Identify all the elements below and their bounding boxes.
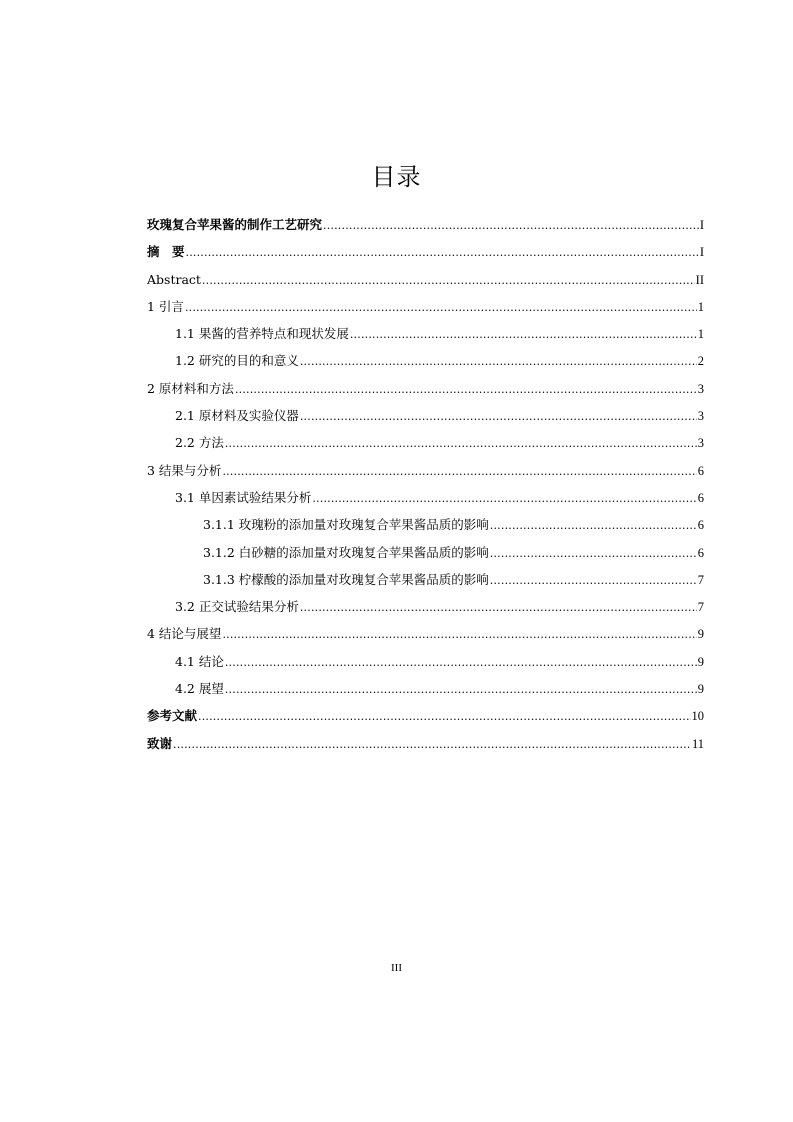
toc-dot-leader xyxy=(235,376,697,402)
toc-entry-label: 3 结果与分析 xyxy=(147,462,222,478)
toc-entry[interactable] xyxy=(147,347,704,374)
toc-entry-label: Abstract xyxy=(147,271,201,287)
toc-entry-label: 1.2 研究的目的和意义 xyxy=(175,353,299,369)
toc-entry-page: 3 xyxy=(697,409,704,424)
toc-entry-label: 玫瑰复合苹果酱的制作工艺研究 xyxy=(147,217,323,232)
toc-entry-page: 3 xyxy=(697,436,704,451)
toc-entry-page: 9 xyxy=(697,654,704,669)
toc-entry-label: 3.2 正交试验结果分析 xyxy=(175,599,299,615)
toc-entry-page: 6 xyxy=(697,490,704,505)
toc-dot-leader xyxy=(202,267,695,293)
toc-entry-page: I xyxy=(699,218,704,232)
toc-dot-leader xyxy=(173,731,691,757)
toc-dot-leader xyxy=(323,212,699,238)
toc-entry-page: 7 xyxy=(697,600,704,615)
toc-entry-label: 摘 要 xyxy=(147,244,185,260)
toc-entry[interactable] xyxy=(147,211,704,238)
toc-entry[interactable] xyxy=(147,402,704,429)
toc-dot-leader xyxy=(350,321,697,347)
toc-entry[interactable] xyxy=(147,675,704,702)
toc-dot-leader xyxy=(198,703,690,729)
toc-entry-label: 2.2 方法 xyxy=(175,435,224,451)
toc-entry-label: 3.1 单因素试验结果分析 xyxy=(175,489,312,505)
toc-entry[interactable] xyxy=(147,457,704,484)
toc-entry[interactable] xyxy=(147,266,704,293)
toc-dot-leader xyxy=(186,239,699,265)
toc-dot-leader xyxy=(222,621,696,647)
toc-entry-label: 1.1 果酱的营养特点和现状发展 xyxy=(175,326,349,342)
toc-entry-page: 10 xyxy=(691,709,704,724)
page-number: III xyxy=(391,962,402,974)
toc-entry[interactable] xyxy=(147,375,704,402)
toc-entry-label: 1 引言 xyxy=(147,298,184,314)
toc-entry-label: 3.1.1 玫瑰粉的添加量对玫瑰复合苹果酱品质的影响 xyxy=(203,517,489,533)
toc-entry-page: 1 xyxy=(697,327,704,342)
toc-entry-page: 6 xyxy=(697,545,704,560)
toc-entry-label: 3.1.3 柠檬酸的添加量对玫瑰复合苹果酱品质的影响 xyxy=(203,571,489,587)
toc-entry[interactable] xyxy=(147,648,704,675)
toc-entry[interactable] xyxy=(147,293,704,320)
toc-dot-leader xyxy=(490,540,697,566)
toc-dot-leader xyxy=(225,430,697,456)
toc-entry-label: 3.1.2 白砂糖的添加量对玫瑰复合苹果酱品质的影响 xyxy=(203,544,489,560)
toc-entry-label: 4 结论与展望 xyxy=(147,626,222,642)
toc-entry[interactable] xyxy=(147,620,704,647)
toc-entry[interactable] xyxy=(147,593,704,620)
toc-entry-label: 参考文献 xyxy=(147,708,198,724)
toc-entry-page: 1 xyxy=(697,299,704,314)
toc-entry-page: II xyxy=(695,272,704,287)
toc-dot-leader xyxy=(490,512,697,538)
toc-entry[interactable] xyxy=(147,320,704,347)
toc-entry-label: 2.1 原材料及实验仪器 xyxy=(175,408,299,424)
toc-entry-page: 11 xyxy=(691,736,704,751)
toc-entry-page: 9 xyxy=(697,682,704,697)
toc-dot-leader xyxy=(312,485,696,511)
toc-entry-label: 4.1 结论 xyxy=(175,653,224,669)
toc-entry[interactable] xyxy=(147,539,704,566)
toc-entry-page: 2 xyxy=(697,354,704,369)
toc-dot-leader xyxy=(225,676,697,702)
toc-dot-leader xyxy=(300,348,697,374)
toc-dot-leader xyxy=(222,458,696,484)
toc-entry-page: 3 xyxy=(697,381,704,396)
toc-entry-label: 4.2 展望 xyxy=(175,681,224,697)
toc-entry[interactable] xyxy=(147,484,704,511)
toc-dot-leader xyxy=(185,294,697,320)
toc-entry-page: I xyxy=(699,245,704,260)
toc-entry[interactable] xyxy=(147,702,704,729)
toc-dot-leader xyxy=(490,567,697,593)
toc-entry[interactable] xyxy=(147,511,704,538)
toc-entry[interactable] xyxy=(147,566,704,593)
toc-dot-leader xyxy=(225,649,697,675)
toc-entry[interactable] xyxy=(147,730,704,757)
toc-dot-leader xyxy=(300,594,697,620)
page-title: 目录 xyxy=(371,163,422,191)
toc-entry-page: 9 xyxy=(697,627,704,642)
toc-entry-page: 7 xyxy=(697,572,704,587)
toc-entry[interactable] xyxy=(147,238,704,265)
toc-dot-leader xyxy=(300,403,697,429)
toc-entry-page: 6 xyxy=(697,463,704,478)
table-of-contents xyxy=(147,211,704,757)
toc-entry-label: 2 原材料和方法 xyxy=(147,380,234,396)
toc-entry-page: 6 xyxy=(697,518,704,533)
toc-entry-label: 致谢 xyxy=(147,735,173,751)
toc-entry[interactable] xyxy=(147,429,704,456)
